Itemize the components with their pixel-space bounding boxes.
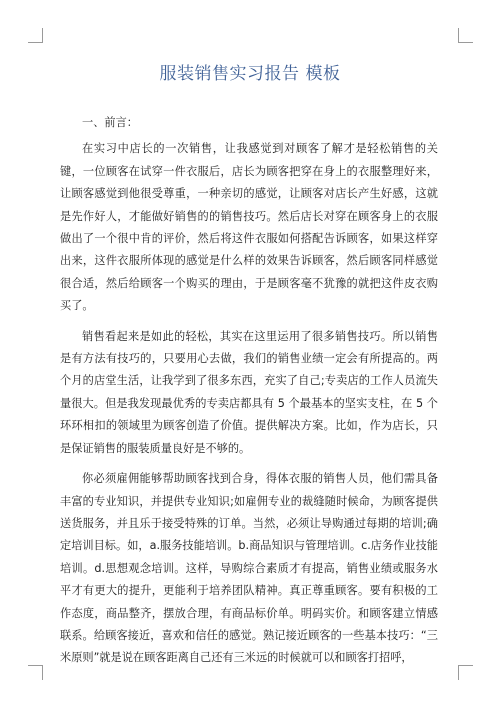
crop-mark-top-right [458, 28, 473, 43]
crop-mark-top-left [28, 28, 43, 43]
crop-mark-bottom-left [28, 665, 43, 680]
document-body [60, 112, 438, 678]
crop-mark-bottom-right [458, 665, 473, 680]
paragraph-2: 销售看起来是如此的轻松，其实在这里运用了很多销售技巧。所以销售是有方法有技巧的，只要用心去做，我们的销售业绩一定会有所提高的。两个月的店堂生活，让我学到了很多东西，充实了自己;专卖店的工作人员流失量很大。但是我发现最优秀的专卖店都具有 5 个最基本的坚实支柱，在 5 个环环相扣的领域里为顾客创造了价值。提供解决方案。比如，作为店长，只是保证销售的服装质量良好是不够的。 [60, 329, 438, 455]
section-heading: 一、前言： [82, 116, 138, 129]
document-title: 服装销售实习报告 模板 [159, 64, 341, 84]
paragraph-1: 在实习中店长的一次销售，让我感觉到对顾客了解才是轻松销售的关键，一位顾客在试穿一件衣服后，店长为顾客把穿在身上的衣服整理好来，让顾客感觉到他很受尊重，一种亲切的感觉，让顾客对店长产生好感，这就是先作好人，才能做好销售的的销售技巧。然后店长对穿在顾客身上的衣服做出了一个很中肯的评价，然后将这件衣服如何搭配告诉顾客，如果这样穿出来，这件衣服所体现的感觉是什么样的效果告诉顾客，然后顾客同样感觉很合适，然后给顾客一个购买的理由，于是顾客毫不犹豫的就把这件皮衣购买了。 [60, 142, 438, 313]
paragraph-3: 你必须雇佣能够帮助顾客找到合身，得体衣服的销售人员，他们需具备丰富的专业知识，并提供专业知识;如雇佣专业的裁缝随时候命，为顾客提供送货服务，并且乐于接受特殊的订单。当然，必须让导购通过每期的培训;确定培训目标。如，a.服务技能培训。b.商品知识与管理培训。c.店务作业技能培训。d.思想观念培训。这样，导购综合素质才有提高，销售业绩或服务水平才有更大的提升，更能利于培养团队精神。真正尊重顾客。要有积极的工作态度，商品整齐，摆放合理，有商品标价单。明码实价。和顾客建立情感联系。给顾客接近，喜欢和信任的感觉。熟记接近顾客的一些基本技巧：“三米原则”就是说在顾客距离自己还有三米远的时候就可以和顾客打招呼， [60, 472, 438, 665]
